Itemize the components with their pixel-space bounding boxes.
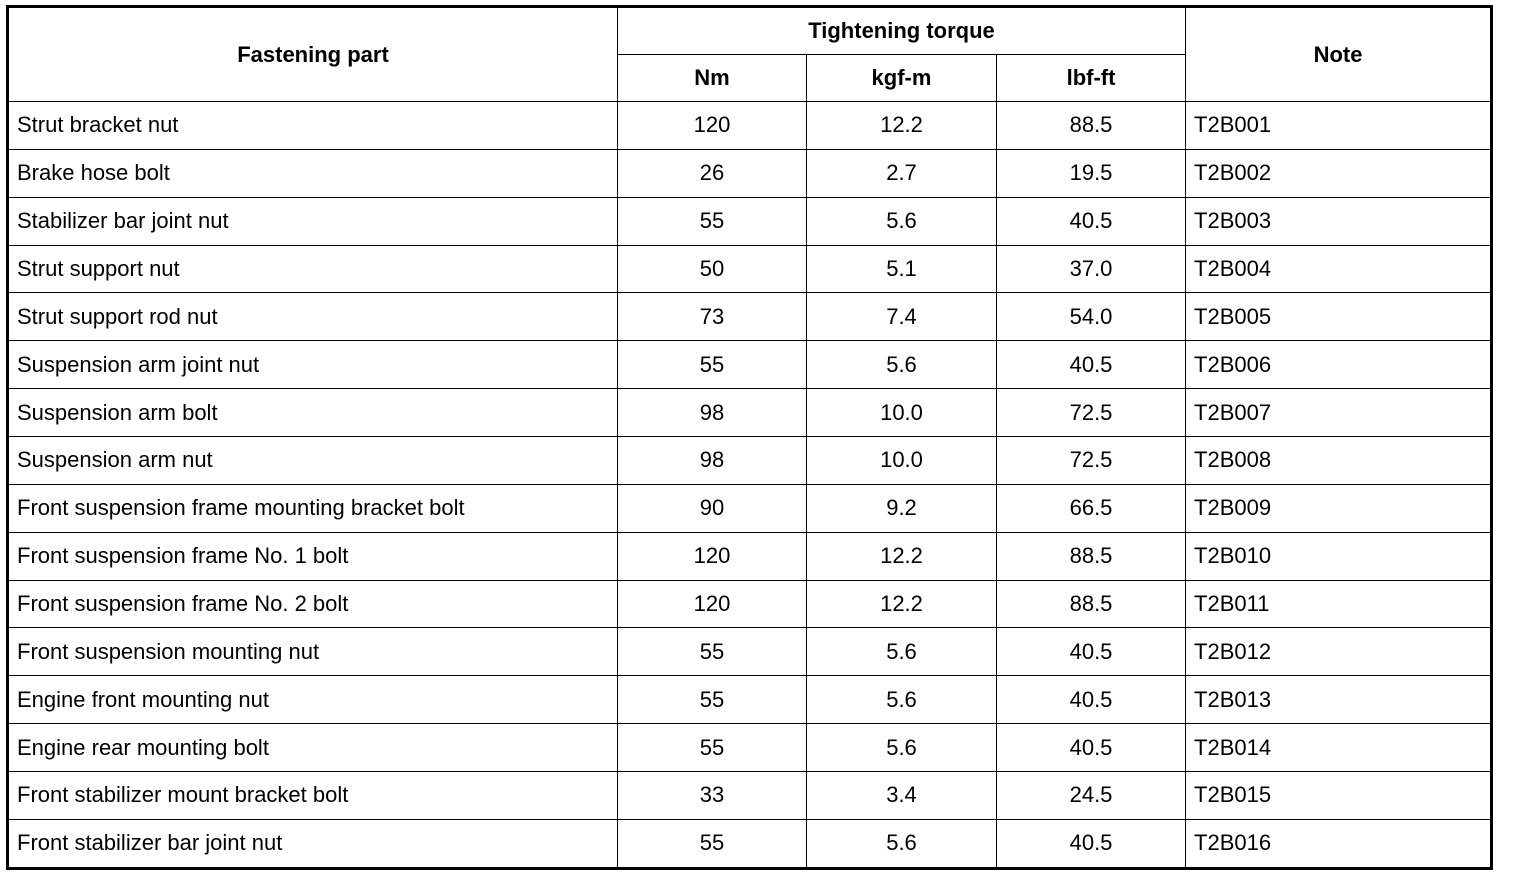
- cell-fastening-part: Engine front mounting nut: [8, 676, 618, 724]
- cell-torque-kgf-m: 2.7: [807, 149, 997, 197]
- cell-torque-kgf-m: 5.6: [807, 724, 997, 772]
- table-row: [8, 819, 1492, 868]
- cell-torque-nm: 120: [618, 532, 807, 580]
- cell-fastening-part: Front suspension frame No. 1 bolt: [8, 532, 618, 580]
- cell-fastening-part: Engine rear mounting bolt: [8, 724, 618, 772]
- cell-torque-nm: 55: [618, 676, 807, 724]
- cell-torque-lbf-ft: 40.5: [997, 628, 1186, 676]
- cell-torque-nm: 98: [618, 437, 807, 485]
- cell-note: T2B004: [1186, 245, 1492, 293]
- cell-torque-kgf-m: 9.2: [807, 484, 997, 532]
- table-row: [8, 676, 1492, 724]
- cell-torque-lbf-ft: 40.5: [997, 676, 1186, 724]
- header-tightening-torque: Tightening torque: [618, 7, 1186, 55]
- header-unit-kgf-m: kgf-m: [807, 55, 997, 102]
- cell-fastening-part: Front suspension frame mounting bracket bolt: [8, 484, 618, 532]
- cell-torque-nm: 55: [618, 341, 807, 389]
- cell-fastening-part: Front stabilizer mount bracket bolt: [8, 772, 618, 820]
- header-unit-lbf-ft: lbf-ft: [997, 55, 1186, 102]
- cell-torque-nm: 26: [618, 149, 807, 197]
- table-row: [8, 724, 1492, 772]
- header-row-top: [8, 7, 1492, 55]
- table-row: [8, 580, 1492, 628]
- cell-torque-nm: 120: [618, 580, 807, 628]
- cell-torque-lbf-ft: 72.5: [997, 437, 1186, 485]
- cell-torque-kgf-m: 12.2: [807, 102, 997, 150]
- cell-torque-kgf-m: 12.2: [807, 532, 997, 580]
- cell-note: T2B003: [1186, 197, 1492, 245]
- cell-note: T2B006: [1186, 341, 1492, 389]
- cell-torque-kgf-m: 7.4: [807, 293, 997, 341]
- table-row: [8, 628, 1492, 676]
- cell-note: T2B002: [1186, 149, 1492, 197]
- cell-fastening-part: Stabilizer bar joint nut: [8, 197, 618, 245]
- cell-torque-lbf-ft: 88.5: [997, 580, 1186, 628]
- cell-torque-nm: 33: [618, 772, 807, 820]
- cell-note: T2B013: [1186, 676, 1492, 724]
- header-fastening-part: Fastening part: [8, 7, 618, 102]
- cell-torque-lbf-ft: 88.5: [997, 532, 1186, 580]
- cell-fastening-part: Front suspension frame No. 2 bolt: [8, 580, 618, 628]
- cell-torque-lbf-ft: 24.5: [997, 772, 1186, 820]
- cell-torque-kgf-m: 12.2: [807, 580, 997, 628]
- cell-torque-nm: 55: [618, 197, 807, 245]
- cell-torque-kgf-m: 5.6: [807, 628, 997, 676]
- cell-note: T2B009: [1186, 484, 1492, 532]
- cell-torque-lbf-ft: 40.5: [997, 341, 1186, 389]
- table-row: [8, 245, 1492, 293]
- cell-torque-nm: 55: [618, 628, 807, 676]
- cell-torque-nm: 120: [618, 102, 807, 150]
- cell-fastening-part: Brake hose bolt: [8, 149, 618, 197]
- cell-torque-lbf-ft: 40.5: [997, 819, 1186, 868]
- cell-torque-lbf-ft: 72.5: [997, 389, 1186, 437]
- cell-note: T2B005: [1186, 293, 1492, 341]
- table-row: [8, 293, 1492, 341]
- cell-torque-nm: 55: [618, 819, 807, 868]
- cell-torque-nm: 50: [618, 245, 807, 293]
- cell-torque-lbf-ft: 66.5: [997, 484, 1186, 532]
- table-row: [8, 102, 1492, 150]
- cell-torque-nm: 90: [618, 484, 807, 532]
- cell-torque-lbf-ft: 19.5: [997, 149, 1186, 197]
- cell-note: T2B010: [1186, 532, 1492, 580]
- cell-torque-nm: 98: [618, 389, 807, 437]
- cell-note: T2B016: [1186, 819, 1492, 868]
- cell-torque-nm: 73: [618, 293, 807, 341]
- cell-note: T2B011: [1186, 580, 1492, 628]
- cell-torque-kgf-m: 3.4: [807, 772, 997, 820]
- cell-note: T2B007: [1186, 389, 1492, 437]
- cell-torque-kgf-m: 10.0: [807, 389, 997, 437]
- table-row: [8, 341, 1492, 389]
- table-row: [8, 484, 1492, 532]
- cell-note: T2B014: [1186, 724, 1492, 772]
- cell-torque-kgf-m: 5.6: [807, 819, 997, 868]
- cell-torque-kgf-m: 5.6: [807, 197, 997, 245]
- table-row: [8, 389, 1492, 437]
- table-row: [8, 149, 1492, 197]
- table-body: [8, 102, 1492, 869]
- cell-note: T2B001: [1186, 102, 1492, 150]
- torque-table: [6, 5, 1493, 870]
- cell-fastening-part: Suspension arm bolt: [8, 389, 618, 437]
- cell-note: T2B015: [1186, 772, 1492, 820]
- cell-torque-kgf-m: 5.6: [807, 341, 997, 389]
- cell-fastening-part: Suspension arm joint nut: [8, 341, 618, 389]
- cell-torque-lbf-ft: 37.0: [997, 245, 1186, 293]
- cell-fastening-part: Suspension arm nut: [8, 437, 618, 485]
- cell-fastening-part: Strut support rod nut: [8, 293, 618, 341]
- cell-torque-kgf-m: 5.6: [807, 676, 997, 724]
- table-row: [8, 197, 1492, 245]
- table-header: [8, 7, 1492, 102]
- cell-torque-nm: 55: [618, 724, 807, 772]
- cell-torque-kgf-m: 5.1: [807, 245, 997, 293]
- cell-fastening-part: Strut bracket nut: [8, 102, 618, 150]
- cell-fastening-part: Front suspension mounting nut: [8, 628, 618, 676]
- cell-note: T2B012: [1186, 628, 1492, 676]
- header-note: Note: [1186, 7, 1492, 102]
- cell-fastening-part: Front stabilizer bar joint nut: [8, 819, 618, 868]
- cell-torque-lbf-ft: 40.5: [997, 197, 1186, 245]
- table-row: [8, 532, 1492, 580]
- cell-torque-lbf-ft: 40.5: [997, 724, 1186, 772]
- cell-fastening-part: Strut support nut: [8, 245, 618, 293]
- header-unit-nm: Nm: [618, 55, 807, 102]
- cell-torque-lbf-ft: 54.0: [997, 293, 1186, 341]
- table-row: [8, 772, 1492, 820]
- cell-note: T2B008: [1186, 437, 1492, 485]
- cell-torque-kgf-m: 10.0: [807, 437, 997, 485]
- cell-torque-lbf-ft: 88.5: [997, 102, 1186, 150]
- table-row: [8, 437, 1492, 485]
